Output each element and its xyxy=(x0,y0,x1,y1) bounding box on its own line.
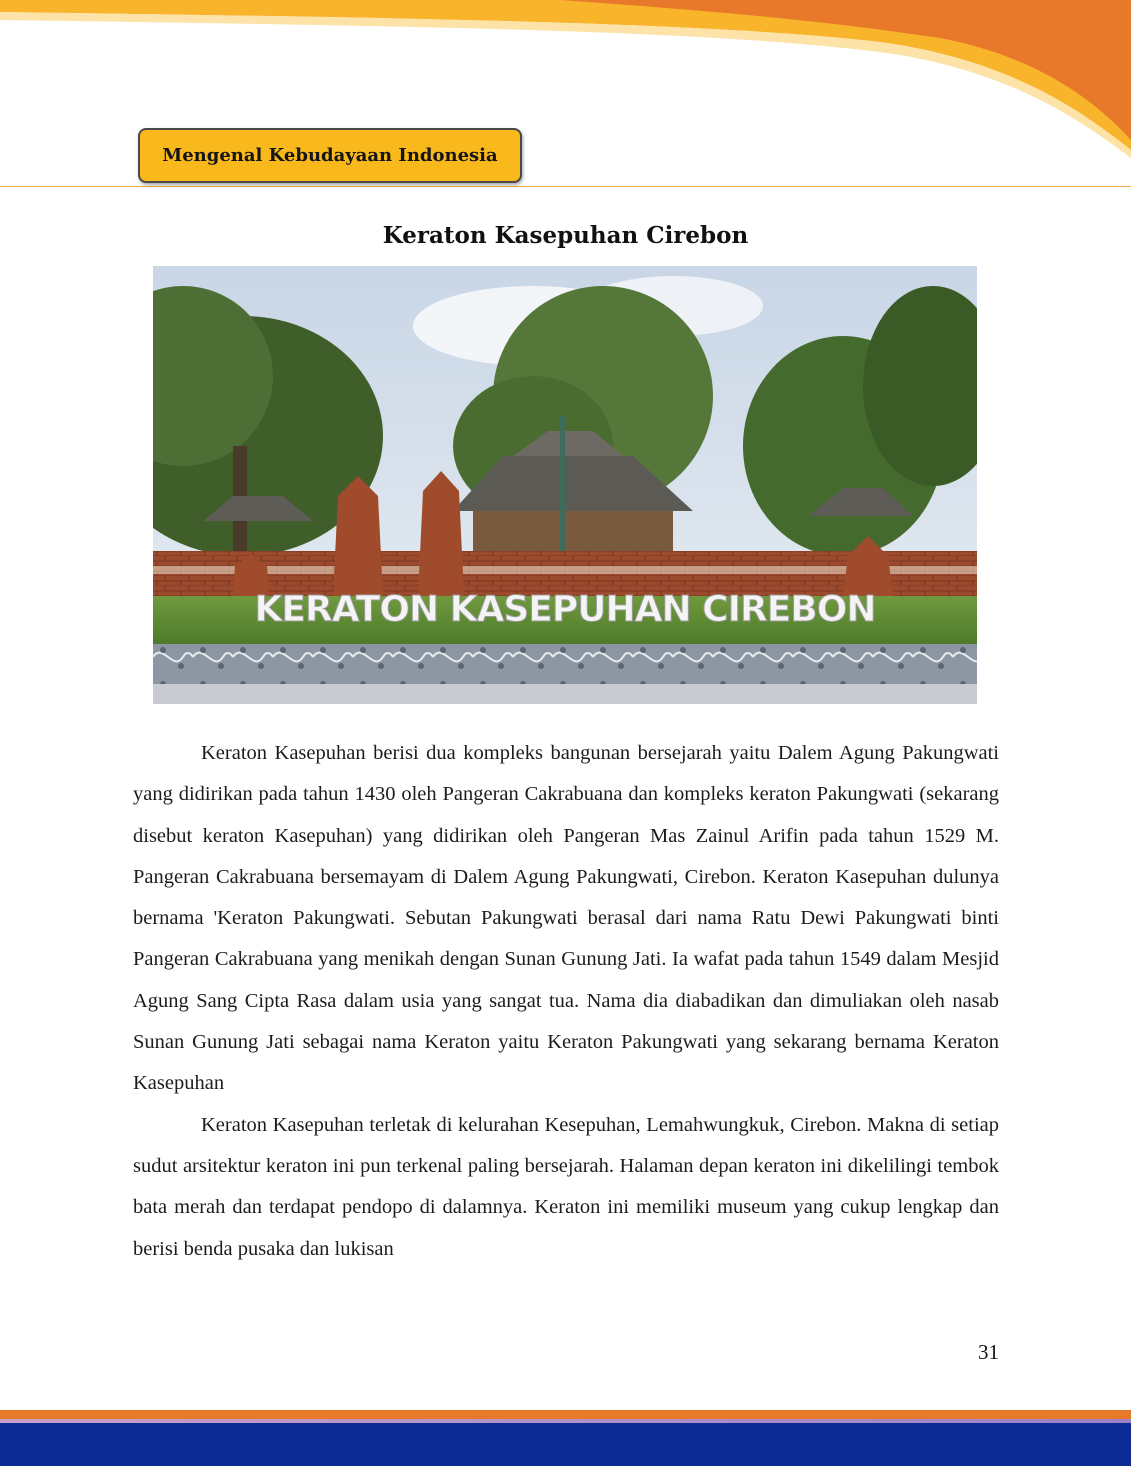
keraton-photo xyxy=(153,266,977,704)
header-rule xyxy=(0,186,1131,187)
paragraph: Keraton Kasepuhan terletak di kelurahan Kesepuhan, Lemahwungkuk, Cirebon. Makna di setiap sudut arsitektur keraton ini pun terkenal paling bersejarah. Halaman depan keraton ini dikelilingi tembok bata merah dan terdapat pendopo di dalamnya. Keraton ini memiliki museum yang cukup lengkap dan berisi benda pusaka dan lukisan xyxy=(133,1113,999,1260)
body-text xyxy=(133,733,999,1270)
photo-sign-text: KERATON KASEPUHAN CIREBON xyxy=(254,589,876,630)
page-number: 31 xyxy=(978,1340,999,1364)
section-tag: Mengenal Kebudayaan Indonesia xyxy=(138,128,522,183)
footer-blue-band xyxy=(0,1423,1131,1466)
page-title: Keraton Kasepuhan Cirebon xyxy=(382,222,749,249)
footer-orange-band xyxy=(0,1410,1131,1419)
paragraph: Keraton Kasepuhan berisi dua kompleks bangunan bersejarah yaitu Dalem Agung Pakungwati yang didirikan pada tahun 1430 oleh Pangeran Cakrabuana dan kompleks keraton Pakungwati (sekarang disebut keraton Kasepuhan) yang didirikan oleh Pangeran Mas Zainul Arifin pada tahun 1529 M. Pangeran Cakrabuana bersemayam di Dalem Agung Pakungwati, Cirebon. Keraton Kasepuhan dulunya bernama 'Keraton Pakungwati. Sebutan Pakungwati berasal dari nama Ratu Dewi Pakungwati binti Pangeran Cakrabuana yang menikah dengan Sunan Gunung Jati. Ia wafat pada tahun 1549 dalam Mesjid Agung Sang Cipta Rasa dalam usia yang sangat tua. Nama dia diabadikan dan dimuliakan oleh nasab Sunan Gunung Jati sebagai nama Keraton yaitu Keraton Pakungwati yang sekarang bernama Keraton Kasepuhan xyxy=(133,742,999,1095)
